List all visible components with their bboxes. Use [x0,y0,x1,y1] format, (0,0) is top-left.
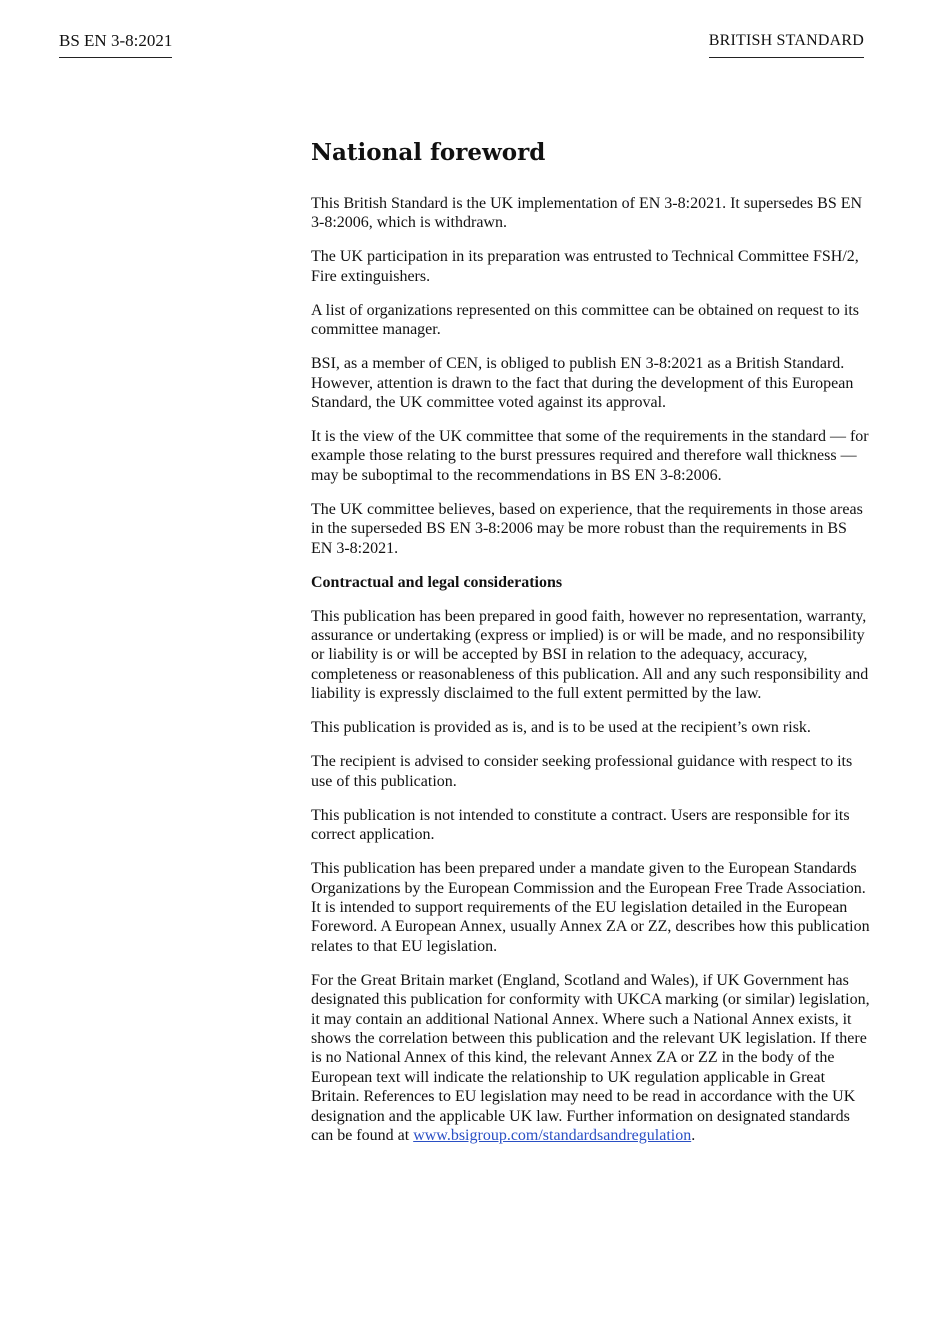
paragraph-own-risk: This publication is provided as is, and is to be used at the recipient’s own risk. [311,719,811,737]
paragraph-implementation: This British Standard is the UK implementation of EN 3-8:2021. It supersedes BS EN 3-8:2006, which is withdrawn. [311,195,863,232]
bsi-standards-link[interactable]: www.bsigroup.com/standardsandregulation [413,1126,692,1144]
paragraph-good-faith: This publication has been prepared in good faith, however no representation, warranty, assurance or undertaking (express or implied) is or will be made, and no responsibility or liability is or will be accepted by BSI in relation to the adequacy, accuracy, completeness or reasonableness of this publication. All and any such responsibility and liability is expressly disclaimed to the full extent permitted by the law. [311,607,869,703]
paragraph-organizations: A list of organizations represented on this committee can be obtained on request to its committee manager. [311,301,860,339]
paragraph-committee-view: It is the view of the UK committee that some of the requirements in the standard — for example those relating to the burst pressures required and therefore wall thickness — may be suboptimal to the recommendations in BS EN 3-8:2006. [311,428,869,484]
paragraph-great-britain-text: For the Great Britain market (England, Scotland and Wales), if UK Government has designated this publication for conformity with UKCA marking (or similar) legislation, it may contain an additional National Annex. Where such a National Annex exists, it shows the correlation between this publication and the relevant UK legislation. If there is no National Annex of this kind, the relevant Annex ZA or ZZ in the body of the European text will indicate the relationship to UK regulation applicable in Great Britain. References to EU legislation may need to be read in accordance with the UK designation and the applicable UK law. Further information on designated standards can be found at [311,971,870,1144]
foreword-body [311,137,871,1160]
document-number: BS EN 3-8:2021 [59,30,172,58]
paragraph-cen-obligation: BSI, as a member of CEN, is obliged to publish EN 3-8:2021 as a British Standard. However, attention is drawn to the fact that during the development of this European Standard, the UK committee voted against its approval. [311,355,854,412]
link-suffix: . [691,1126,696,1144]
paragraph-committee-belief: The UK committee believes, based on experience, that the requirements in those areas in the superseded BS EN 3-8:2006 may be more robust than the requirements in BS EN 3-8:2021. [311,500,863,557]
standard-label: BRITISH STANDARD [709,30,864,58]
paragraph-committee: The UK participation in its preparation was entrusted to Technical Committee FSH/2, Fire extinguishers. [311,248,859,285]
paragraph-not-contract: This publication is not intended to constitute a contract. Users are responsible for its correct application. [311,806,850,844]
page-title: National foreword [311,139,546,166]
section-heading-contractual: Contractual and legal considerations [311,573,563,591]
paragraph-great-britain [311,971,871,1146]
paragraph-guidance: The recipient is advised to consider seeking professional guidance with respect to its use of this publication. [311,753,853,790]
paragraph-mandate: This publication has been prepared under a mandate given to the European Standards Organizations by the European Commission and the European Free Trade Association. It is intended to support requirements of the EU legislation detailed in the European Foreword. A European Annex, usually Annex ZA or ZZ, describes how this publication relates to that EU legislation. [311,860,870,955]
